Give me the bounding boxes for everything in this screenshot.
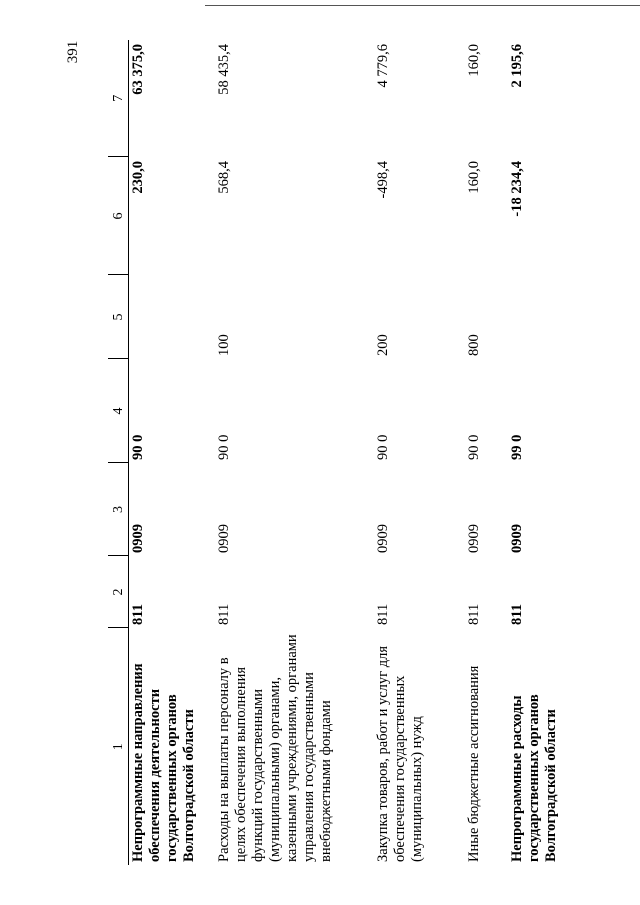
row-change-amount: 160,0 [466, 161, 482, 194]
row-ministry-code: 811 [216, 603, 232, 625]
row-name: Непрограммные расходы государственных органов Волгоградской области [509, 694, 559, 862]
row-section-code: 0909 [466, 524, 482, 553]
row-change-amount: 568,4 [216, 161, 232, 194]
table-row [215, 40, 374, 865]
row-expense-type: 100 [216, 334, 232, 356]
row-expense-type: 200 [375, 334, 391, 356]
row-name: Непрограммные направления обеспечения деятельности государственных органов Волгоградской области [130, 663, 197, 862]
row-section-code: 0909 [509, 524, 525, 553]
row-target-code: 99 0 [509, 434, 525, 460]
row-expense-type [129, 275, 216, 359]
header-row [108, 40, 129, 865]
header-col-6: 6 [108, 157, 129, 275]
header-col-1: 1 [108, 628, 129, 865]
table-row [508, 40, 583, 865]
row-name: Иные бюджетные ассигнования [466, 665, 482, 862]
row-ministry-code: 811 [466, 603, 482, 625]
row-target-code: 90 0 [466, 434, 482, 460]
header-col-5: 5 [108, 275, 129, 359]
table-row [129, 40, 216, 865]
page-number-text: 391 [65, 40, 81, 64]
table-row [374, 40, 465, 865]
row-total-amount: 2 195,6 [509, 44, 525, 88]
row-total-amount: 4 779,6 [375, 44, 391, 88]
row-change-amount: -18 234,4 [509, 161, 525, 217]
header-col-3: 3 [108, 463, 129, 556]
row-change-amount: -498,4 [375, 161, 391, 199]
row-total-amount: 58 435,4 [216, 44, 232, 95]
header-col-2: 2 [108, 556, 129, 628]
row-expense-type: 800 [466, 334, 482, 356]
row-ministry-code: 811 [509, 604, 525, 625]
row-target-code: 90 0 [216, 434, 232, 460]
row-target-code: 90 0 [130, 434, 146, 460]
row-section-code: 0909 [216, 524, 232, 553]
header-col-7: 7 [108, 40, 129, 157]
row-name: Расходы на выплаты персоналу в целях обеспечения выполнения функций государственными (муниципальными) органами, казенными учреждениями, органами управления государственными внебюджетными фондами [216, 634, 334, 862]
row-expense-type [508, 275, 583, 359]
budget-table-rotated [108, 40, 628, 865]
row-ministry-code: 811 [130, 604, 146, 625]
row-change-amount: 230,0 [130, 161, 146, 194]
header-col-4: 4 [108, 359, 129, 463]
row-total-amount: 63 375,0 [130, 44, 146, 95]
table-row [465, 40, 508, 865]
row-section-code: 0909 [130, 524, 146, 553]
row-total-amount: 160,0 [466, 44, 482, 77]
row-target-code: 90 0 [375, 434, 391, 460]
scan-edge-line [205, 5, 640, 6]
budget-table [108, 40, 583, 865]
row-section-code: 0909 [375, 524, 391, 553]
row-name: Закупка товаров, работ и услуг для обеспечения государственных (муниципальных) нужд [375, 645, 425, 862]
row-ministry-code: 811 [375, 603, 391, 625]
